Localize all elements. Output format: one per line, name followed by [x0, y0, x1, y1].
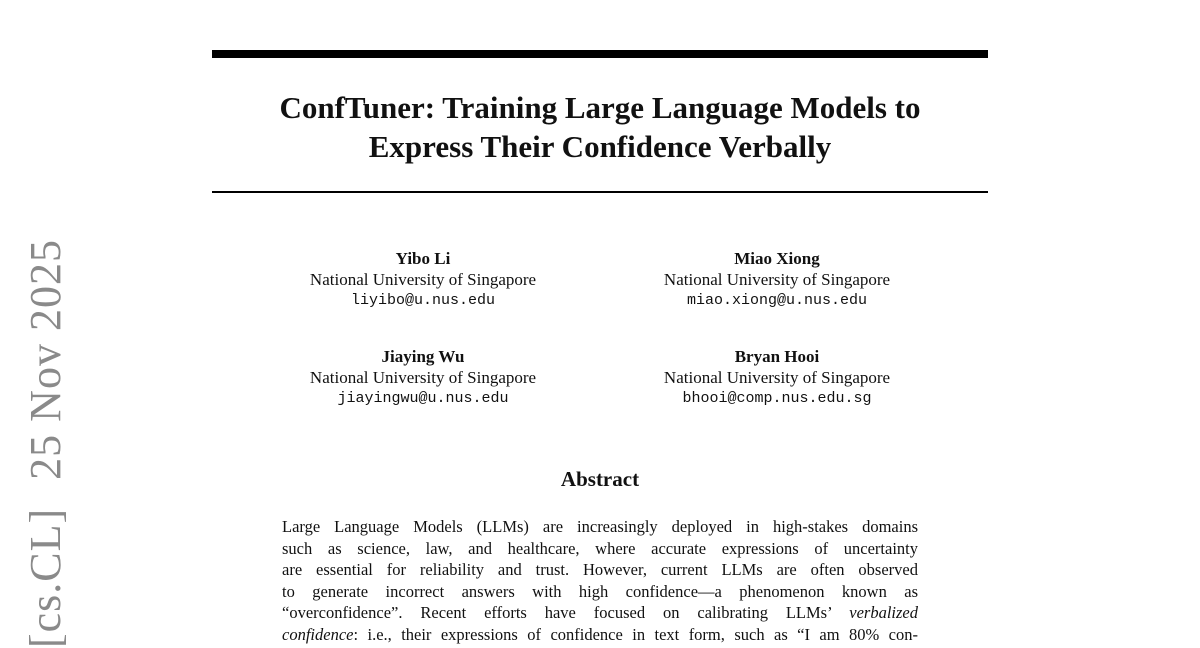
arxiv-side-stamp — [21, 239, 70, 648]
author-block — [617, 346, 937, 409]
paper-title-line-1: ConfTuner: Training Large Language Models to — [279, 90, 921, 125]
author-block — [263, 346, 583, 409]
abstract-line: such as science, law, and healthcare, where accurate expressions of uncertainty — [282, 538, 918, 558]
author-affiliation: National University of Singapore — [309, 368, 537, 387]
abstract-body — [282, 516, 918, 645]
abstract-line — [282, 602, 918, 624]
abstract-line: are essential for reliability and trust. However, current LLMs are often observed — [282, 560, 918, 579]
author-affiliation: National University of Singapore — [309, 270, 537, 289]
abstract-line — [282, 624, 918, 646]
author-block — [617, 248, 937, 311]
abstract-emphasis: confidence — [282, 624, 354, 644]
author-affiliation: National University of Singapore — [663, 368, 891, 387]
author-email: liyibo@u.nus.edu — [350, 292, 496, 309]
abstract-line: Large Language Models (LLMs) are increasingly deployed in high-stakes domains — [282, 517, 918, 536]
title-rule — [212, 191, 988, 193]
abstract-text: : i.e., their expressions of confidence in text form, such as “I am 80% con- — [353, 624, 918, 644]
author-name: Yibo Li — [395, 249, 451, 268]
author-name: Bryan Hooi — [734, 347, 820, 366]
arxiv-category: [cs.CL] — [21, 507, 70, 648]
paper-title-line-2: Express Their Confidence Verbally — [368, 129, 832, 164]
author-email: jiayingwu@u.nus.edu — [337, 390, 509, 407]
author-email: miao.xiong@u.nus.edu — [686, 292, 868, 309]
arxiv-date: 25 Nov 2025 — [21, 239, 70, 480]
author-block — [263, 248, 583, 311]
abstract-heading: Abstract — [560, 467, 640, 491]
author-email: bhooi@comp.nus.edu.sg — [682, 390, 872, 407]
abstract-emphasis: verbalized — [849, 603, 918, 622]
paper-title — [212, 88, 988, 166]
author-name: Jiaying Wu — [381, 347, 465, 366]
author-affiliation: National University of Singapore — [663, 270, 891, 289]
abstract-line: to generate incorrect answers with high confidence—a phenomenon known as — [282, 581, 918, 601]
abstract-text: “overconfidence”. Recent efforts have focused on calibrating LLMs’ — [282, 603, 832, 622]
author-name: Miao Xiong — [734, 249, 820, 268]
top-rule — [212, 50, 988, 58]
